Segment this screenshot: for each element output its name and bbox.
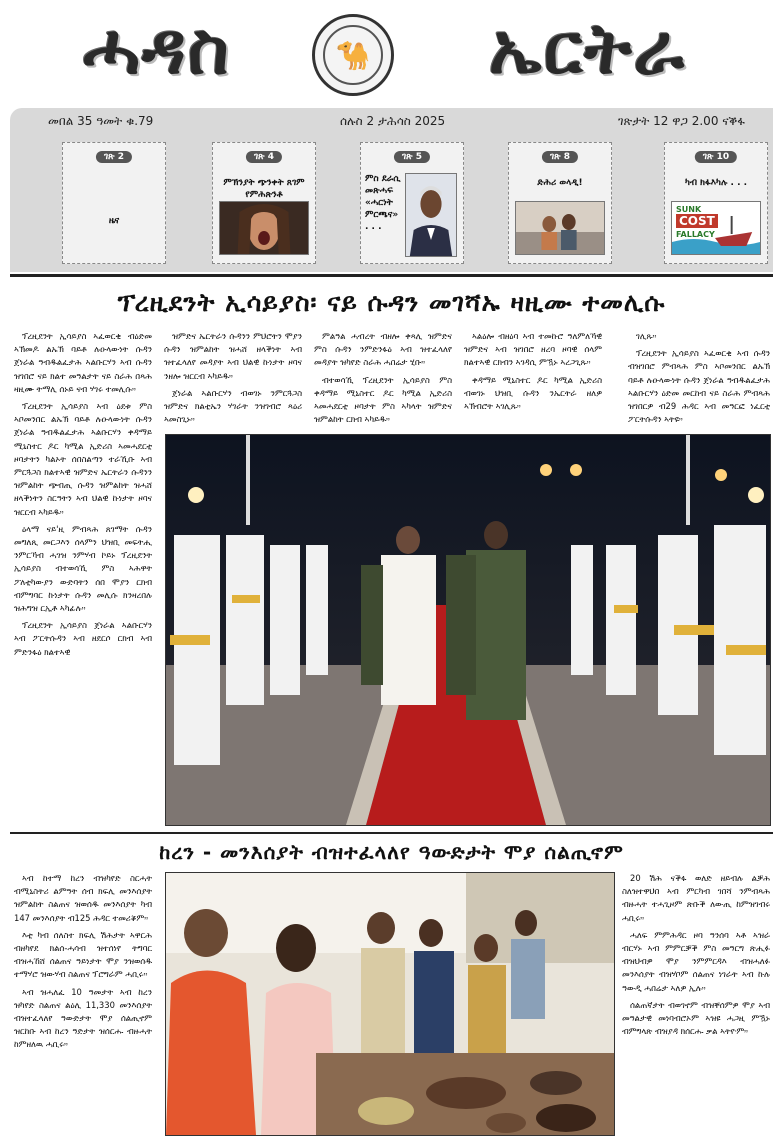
paragraph: ገሊጹ። <box>636 331 657 341</box>
section-divider <box>10 832 773 834</box>
paragraph: ሰልጠኛታት ብወገኖም ብዝቐሰምዎ ሞያ ኣብ መዓልታዊ መነባብሮኦም ኣዝዩ ሓጋዚ ምዃኑ ብምግላጽ ብዝያዳ ክሰርሑ ቃል ኣትዮም። <box>622 999 770 1037</box>
paragraph: ፕረዚደንት ኢሳይያስ ኣፈወርቂ ኣብ ሱዳን ብዝገበሮ ምብጻሕ ምስ ኣቦመንበር ልኡኽ ባይቶ ሉዑላውነት ሱዳን ጀነራል ዓብዱልፈታሕ ኣልቡርሃን ዕድመ መርከብ ናይ ስራሕ ምብጻሕ ዝገበርዎ ብ29 ሕዳር ኣብ መዓርፎ ነፈርቲ ፖርትሱዳን ኣትዩ። <box>628 348 770 425</box>
author-portrait-photo <box>405 173 457 257</box>
story1-column-4 <box>464 330 602 430</box>
paragraph: 20 ሽሕ ናቕፋ ወለድ ዘይብሉ ልቓሕ ስለዝተዋህበ ኣብ ምርካብ ገበሻ ንምብጻሕ ብዙሓት ተሓጊዞም ጽቡቕ ለውጢ ከምዝገብሩ ሓቢሩ። <box>622 873 770 923</box>
story2-headline: ከረን - መንእሰያት ብዝተፈላለየ ዓውድታት ሞያ ሰልጢኖም <box>159 840 624 864</box>
story1-headline: ፕረዚደንት ኢሳይያስ፡ ናይ ሱዳን መገሻኡ ዛዚሙ ተመሊሱ <box>117 288 666 317</box>
paragraph: ሓለፍ ምምሕዳር ዞባ ዓንሰባ ኣቶ ኣዝራ ብርሃኑ ኣብ ምምርቓቕ ምስ መዓርግ ጽሒፉ ብዝህብዎ ሞያ ንምምርዳእ ብዝሓለፉ መንእሰያት ብዝሃቦም ሰልጠና ነገራት ኣብ ኩሉ ዓውዲ ሓበሬታ ኣለዎ ኢሉ። <box>622 929 770 993</box>
sunk-cost-fallacy-illustration <box>671 201 761 255</box>
issue-date: ሰሉስ 2 ታሕሳስ 2025 <box>340 113 446 128</box>
paragraph: ፕረዚደንት ኢሳይያስ ኣፈወርቂ ብዕድመ ኣኽመዶ ልኡኽ ባይቶ ሉዑላውነት ሱዳን ጀነራል ዓብዱልፈታሕ ኣልቡርሃን ኣብ ሱዳን ዝገበሮ ናይ ክልተ መዓልታት ናይ ስራሕ በጻሕ ዛዚሙ ትማሊ ሰኑይ ናብ ሃገሩ ተመሊሱ። <box>14 331 152 394</box>
teaser-page-2[interactable] <box>62 142 166 264</box>
page-badge: ገጽ 2 <box>96 151 132 163</box>
teaser-page-4[interactable] <box>212 142 316 264</box>
teaser-headline: ዜና <box>108 216 120 226</box>
camel-icon: 🐪 <box>323 25 383 85</box>
paragraph: ኣብ ዝሓለፈ 10 ዓመታት ኣብ ከረን ዝካየድ ስልጠና ልዕሊ 11,330 መንእሰያት ብዝተፈላለየ ዓውድታት ሞያ ሰልጢኖም ዝርከቡ ኣብ ከረን ዓድታት ዝሰርሑ ብዙሓት ከምዘለዉ ሓቢሩ። <box>14 986 152 1050</box>
page-badge: ገጽ 8 <box>542 151 578 163</box>
paragraph: ጀነራል ኣልቡርሃን ብወገኑ ንምርጓጋስ ዝምድና ክልቲኤን ሃገራት ንዝገብሮ ጻዕሪ ኣመስጊኑ። <box>164 387 302 425</box>
national-emblem-logo <box>312 14 394 96</box>
couple-photo <box>515 201 605 255</box>
paragraph: ዕላማ ናይ'ዚ ምብጻሕ ጸገማት ሱዳን መግለጺ መርጋእን ሰላምን ህዝቢ መፍትሒ ንምርኻብ ሓገዝ ንምሃብ ኮይኑ ፕረዚደንት ኢሳይያስ ብተወሳኺ ምስ ኣሕዋት ፖለቲካውያን ውድባትን ሰበ ሞያን ርክብ ብምግባር ኩነታት ሱዳን መሊሱ ክንዛረበሉ ዝሕግዝ ርኢቶ ኣካፊሉ። <box>14 523 152 614</box>
teaser-headline: ምስ ደራሲ መጽሓፍ «ሓርነት ምርጫና» . . . <box>365 174 401 232</box>
story1-column-3 <box>314 330 452 430</box>
paragraph: እቲ ካብ ሰለስተ ክፍሊ ሽሕታት ኣዋርሕ ብዘካየደ ክልሰ-ሓሳብ ዝተሰነየ ትግባር ብዝሓኸሸ ሰልጠና ዓይነታት ሞያ ንዝወሰዱ ተማሃሮ ዝውሃብ ስልጠና ፕሮግራም ሓቢሩ። <box>14 929 152 980</box>
story2-column-left <box>14 872 152 1134</box>
teaser-page-8[interactable] <box>508 142 612 264</box>
masthead-title-right: ኤርትራ <box>488 7 687 90</box>
paragraph: ቀዳማይ ሚኒስተር ዶር ካሚል ኢድሪስ ብወገኑ ህዝቢ ሱዳን ንኤርትራ ዘለዎ ኣኽብሮት ኣገሊጹ። <box>464 374 602 412</box>
page-badge: ገጽ 5 <box>394 151 430 163</box>
screaming-woman-photo <box>219 201 309 255</box>
paragraph: ዝምድና ኤርትራን ሱዳንን ምህሮትን ሞያን ሱዳን ዝምልከት ዝሓሸ ዘላቕነት ኣብ ዝተፈላለየ መዳያት ኣብ ህልዊ ኩነታት ዞባና ንዘሎ ዝርርብ ኣካይዱ። <box>164 331 302 381</box>
fallacy-label: FALLACY <box>676 230 715 239</box>
page-badge: ገጽ 4 <box>246 151 282 163</box>
teaser-strip <box>10 134 773 272</box>
story1-column-5 <box>628 330 770 430</box>
red-carpet-welcome-photo <box>165 434 771 826</box>
page-badge: ገጽ 10 <box>695 151 737 163</box>
paragraph: ምልዓል ሓብረት ብዘሎ ቀጻሊ ዝምድና ምስ ሱዳን ንምድንፋዕ ኣብ ዝተፈላለየ መዳያት ዝካየድ ስራሕ ሓበሬታ ሂቡ። <box>314 331 452 368</box>
section-divider <box>10 274 773 277</box>
teaser-headline: ምኽንያት ጭንቀት ጸገም የምሕጽንቶ <box>223 178 305 200</box>
sunk-label: SUNK <box>676 205 702 214</box>
teaser-headline: ካብ ክፋእካሉ . . . <box>684 178 748 188</box>
paragraph: ብተወሳኺ ፕረዚደንት ኢሳይያስ ምስ ቀዳማይ ሚኒስተር ዶር ካሚል ኢድሪስ ኣመሓደርቲ ዞባታት ምስ ኣካላት ዝምድና ዝምልከት ርክብ ኣካይዱ። <box>314 374 452 425</box>
paragraph: ፕረዚደንት ኢሳይያስ ጀነራል ኣልቡርሃን ኣብ ፖርትሱዳን ኣብ ዘደርሶ ርክብ ኣብ ምድንፋዕ ክልተኣዊ <box>14 620 152 657</box>
keren-training-exhibition-photo <box>165 872 615 1136</box>
volume-number: መበል 35 ዓመት ቁ.79 <box>48 113 154 128</box>
teaser-headline: ድሕሪ ወላዲ! <box>537 178 583 188</box>
story1-column-2 <box>164 330 302 430</box>
page-count-price: ገጽታት 12 ዋጋ 2.00 ናቕፋ <box>618 113 745 128</box>
story2-column-right <box>622 872 770 1134</box>
paragraph: ፕረዚደንት ኢሳይያስ ኣብ ዕደቱ ምስ ኣቦመንበር ልኡኽ ባይቶ ሉዑላውነት ሱዳን ጀነራል ዓብዱልፈታሕ ኣልቡርሃን ቀዳማይ ሚኒስተር ዶር ካሚል ኢድሪስ ኣመሓደርቲ ዞባታትን ካልኦት ሰበስልጣን ተራኺቡ ኣብ ምርጓጋስ ክልተኣዊ ዝምድና ኤርትራን ሱዳንን ዝምልከት ጭብጢ ሱዳን ዝምልከት ዝሓሸ ዘላቕነትን ስርዓትን ኣብ ህልዊ ኩነታት ዞባና ዝርርብ ኣካይዱ። <box>14 401 152 517</box>
masthead-title-left: ሓዳስ <box>82 7 232 90</box>
issue-info-bar <box>10 108 773 134</box>
teaser-page-10[interactable] <box>664 142 768 264</box>
cost-label: COST <box>676 214 718 228</box>
paragraph: ኣብ ከተማ ከረን ብዝካየድ ስርሓት ብሚኒስትሪ ልምዓት ሰብ ክፍሊ መንእሰያት ዝምልከት ስልጠና ዝወሰዱ መንእሰያት ካብ 147 መንእሰያት ብ125 ሕዳር ተመሪቖም። <box>14 873 152 923</box>
story1-column-1 <box>14 330 152 806</box>
teaser-page-5[interactable] <box>360 142 464 264</box>
masthead <box>0 0 783 105</box>
paragraph: ኣልዕሎ ብዘዕባ ኣብ ተመኩሮ ዓለምለኻዊ ዝምድና ኣብ ዝገበሮ ዘረባ ዞባዊ ሰላም ክልተኣዊ ርክብን ኣገዳሲ ምዃኑ ኣረጋጊጹ። <box>464 331 602 368</box>
